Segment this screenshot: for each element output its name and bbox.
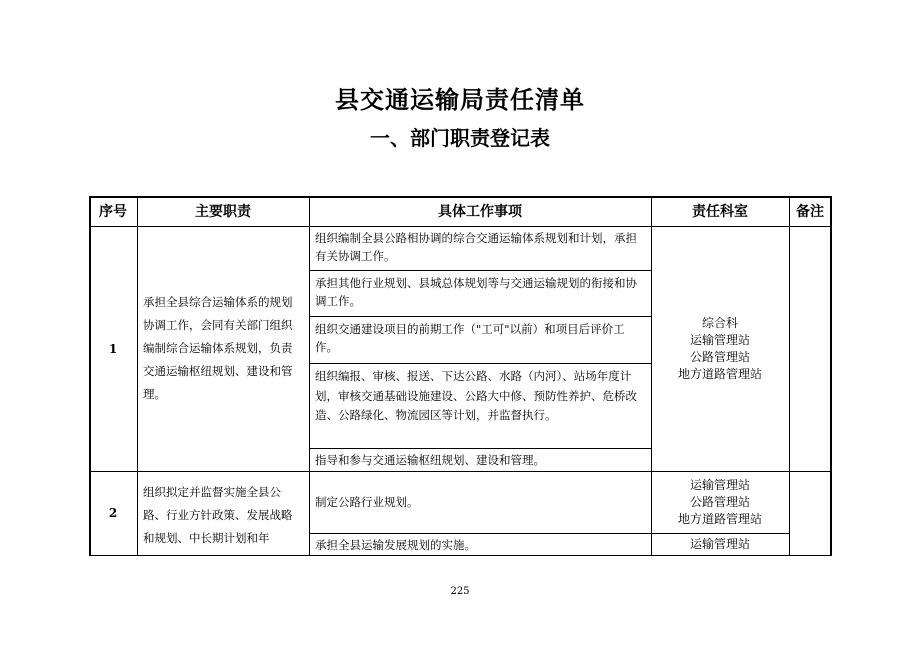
row-2-item-2: 承担全县运输发展规划的实施。 bbox=[315, 538, 476, 552]
header-remark: 备注 bbox=[796, 204, 824, 220]
row-1-number: 1 bbox=[108, 341, 118, 356]
row-1-dept-3: 公路管理站 bbox=[689, 349, 750, 364]
header-department: 责任科室 bbox=[692, 204, 748, 220]
row-1-item-2: 承担其他行业规划、县城总体规划等与交通运输规划的衔接和协调工作。 bbox=[315, 276, 637, 308]
row-2-dept-1: 运输管理站 bbox=[689, 477, 750, 492]
row-2-departments-1 bbox=[651, 471, 789, 533]
header-work-items: 具体工作事项 bbox=[438, 204, 522, 220]
page-number: 225 bbox=[450, 586, 470, 597]
row-2-number: 2 bbox=[108, 506, 118, 520]
row-1-dept-1: 综合科 bbox=[701, 315, 738, 330]
row-2-main-duty: 组织拟定并监督实施全县公路、行业方针政策、发展战略和规划、中长期计划和年 bbox=[143, 485, 293, 545]
row-2-dept-4: 运输管理站 bbox=[689, 536, 750, 551]
row-1-dept-4: 地方道路管理站 bbox=[677, 366, 762, 381]
row-2-remark bbox=[789, 471, 831, 555]
document-title: 县交通运输局责任清单 bbox=[335, 86, 585, 114]
row-2-main-duty-cell bbox=[137, 471, 309, 555]
row-1-item-3: 组织交通建设项目的前期工作（"工可"以前）和项目后评价工作。 bbox=[315, 322, 625, 354]
document-subtitle: 一、部门职责登记表 bbox=[370, 126, 550, 150]
header-no: 序号 bbox=[99, 204, 127, 220]
row-1-remark bbox=[789, 226, 831, 471]
row-1-departments bbox=[651, 226, 789, 471]
row-2-dept-2: 公路管理站 bbox=[689, 494, 750, 509]
row-1-dept-2: 运输管理站 bbox=[689, 332, 750, 347]
duty-table bbox=[89, 196, 832, 556]
row-1-item-5: 指导和参与交通运输枢纽规划、建设和管理。 bbox=[315, 453, 545, 467]
row-1-main-duty: 承担全县综合运输体系的规划协调工作，会同有关部门组织编制综合运输体系规划，负责交通运输枢纽规划、建设和管理。 bbox=[143, 295, 293, 401]
row-1-item-4: 组织编报、审核、报送、下达公路、水路（内河）、站场年度计划，审核交通基础设施建设、公路大中修、预防性养护、危桥改造、公路绿化、物流园区等计划，并监督执行。 bbox=[315, 369, 637, 422]
header-main-duty: 主要职责 bbox=[195, 204, 251, 220]
row-2-item-1: 制定公路行业规划。 bbox=[315, 495, 419, 509]
row-1-item-1: 组织编制全县公路相协调的综合交通运输体系规划和计划，承担有关协调工作。 bbox=[315, 231, 637, 263]
row-1-main-duty-cell bbox=[137, 226, 309, 471]
row-2-dept-3: 地方道路管理站 bbox=[677, 511, 762, 526]
